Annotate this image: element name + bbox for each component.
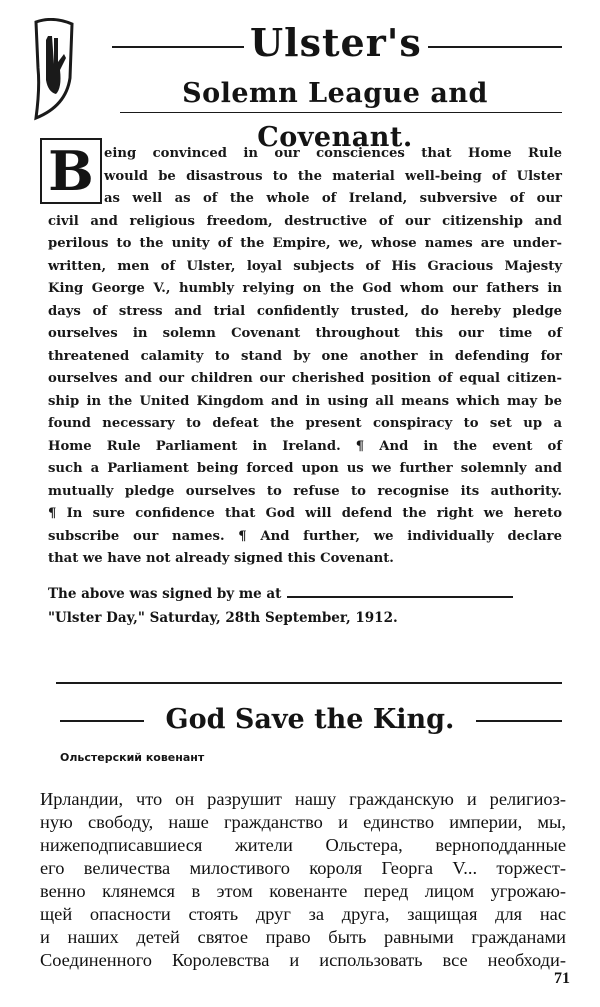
- covenant-line: would be disastrous to the material well-being of Ulster: [104, 168, 562, 184]
- russian-body-text: [40, 788, 566, 972]
- signature-line-2: "Ulster Day," Saturday, 28th September, 1912.: [48, 610, 398, 626]
- covenant-line: that we have not already signed this Covenant.: [48, 551, 394, 566]
- text-line: Ирландии, что он разрушит нашу гражданскую и религиоз-: [40, 789, 566, 809]
- page-subtitle: Solemn League and Covenant.: [182, 78, 488, 153]
- text-line: и наших детей святое право быть равными гражданами: [40, 927, 566, 947]
- signature-block: [48, 582, 562, 630]
- covenant-line: ourselves in solemn Covenant throughout this our time of: [48, 326, 562, 341]
- text-line: ную свободу, наше гражданство и единство империи, мы,: [40, 812, 566, 832]
- covenant-line: such a Parliament being forced upon us we further solemnly and: [48, 461, 562, 476]
- footer-separator: [56, 682, 562, 684]
- covenant-line: found necessary to defeat the present conspiracy to set up a: [48, 416, 562, 431]
- covenant-line: days of stress and trial confidently trusted, do hereby pledge: [48, 303, 562, 319]
- motto-rule-right: [476, 720, 562, 722]
- red-hand-shield-icon: [30, 18, 76, 122]
- signature-blank-line: [287, 582, 513, 598]
- text-line: венно клянемся в этом ковенанте перед лицом угрожаю-: [40, 881, 566, 901]
- covenant-text: [48, 143, 562, 571]
- page-title: Ulster's: [250, 20, 422, 65]
- covenant-line: threatened calamity to stand by one another in defending for: [48, 348, 562, 364]
- footer-motto: God Save the King.: [165, 704, 455, 735]
- covenant-line: civil and religious freedom, destructive of our citizenship and: [48, 213, 562, 229]
- covenant-line: as well as of the whole of Ireland, subversive of our: [104, 191, 562, 206]
- text-line: его величества милостивого короля Георга V... торжест-: [40, 858, 566, 878]
- covenant-line: written, men of Ulster, loyal subjects of His Gracious Majesty: [48, 258, 562, 274]
- covenant-line: ship in the United Kingdom and in using all means which may be: [48, 393, 562, 409]
- covenant-line: Home Rule Parliament in Ireland. ¶ And in the event of: [48, 438, 562, 454]
- figure-caption: Ольстерский ковенант: [60, 751, 205, 764]
- covenant-line: mutually pledge ourselves to refuse to recognise its authority.: [48, 483, 562, 499]
- text-line: щей опасности стоять друг за друга, защищая для нас: [40, 904, 566, 924]
- covenant-line: eing convinced in our consciences that Home Rule: [104, 146, 562, 161]
- text-line: Соединенного Королевства и использовать все необходи-: [40, 950, 566, 970]
- text-line: нижеподписавшиеся жители Ольстера, верноподданные: [40, 835, 566, 855]
- covenant-line: perilous to the unity of the Empire, we, whose names are under-: [48, 236, 562, 251]
- header-rule-left: [112, 46, 244, 48]
- header-rule-right: [428, 46, 562, 48]
- covenant-line: ¶ In sure confidence that God will defend the right we hereto: [48, 506, 562, 521]
- subtitle-underline: [120, 112, 562, 113]
- covenant-line: King George V., humbly relying on the God whom our fathers in: [48, 281, 562, 296]
- covenant-line: subscribe our names. ¶ And further, we individually declare: [48, 528, 562, 544]
- covenant-line: ourselves and our children our cherished position of equal citizen-: [48, 371, 562, 386]
- motto-rule-left: [60, 720, 144, 722]
- page-number: 71: [554, 970, 570, 987]
- illuminated-drop-cap: B: [40, 138, 102, 204]
- signature-line-1: The above was signed by me at: [48, 586, 282, 602]
